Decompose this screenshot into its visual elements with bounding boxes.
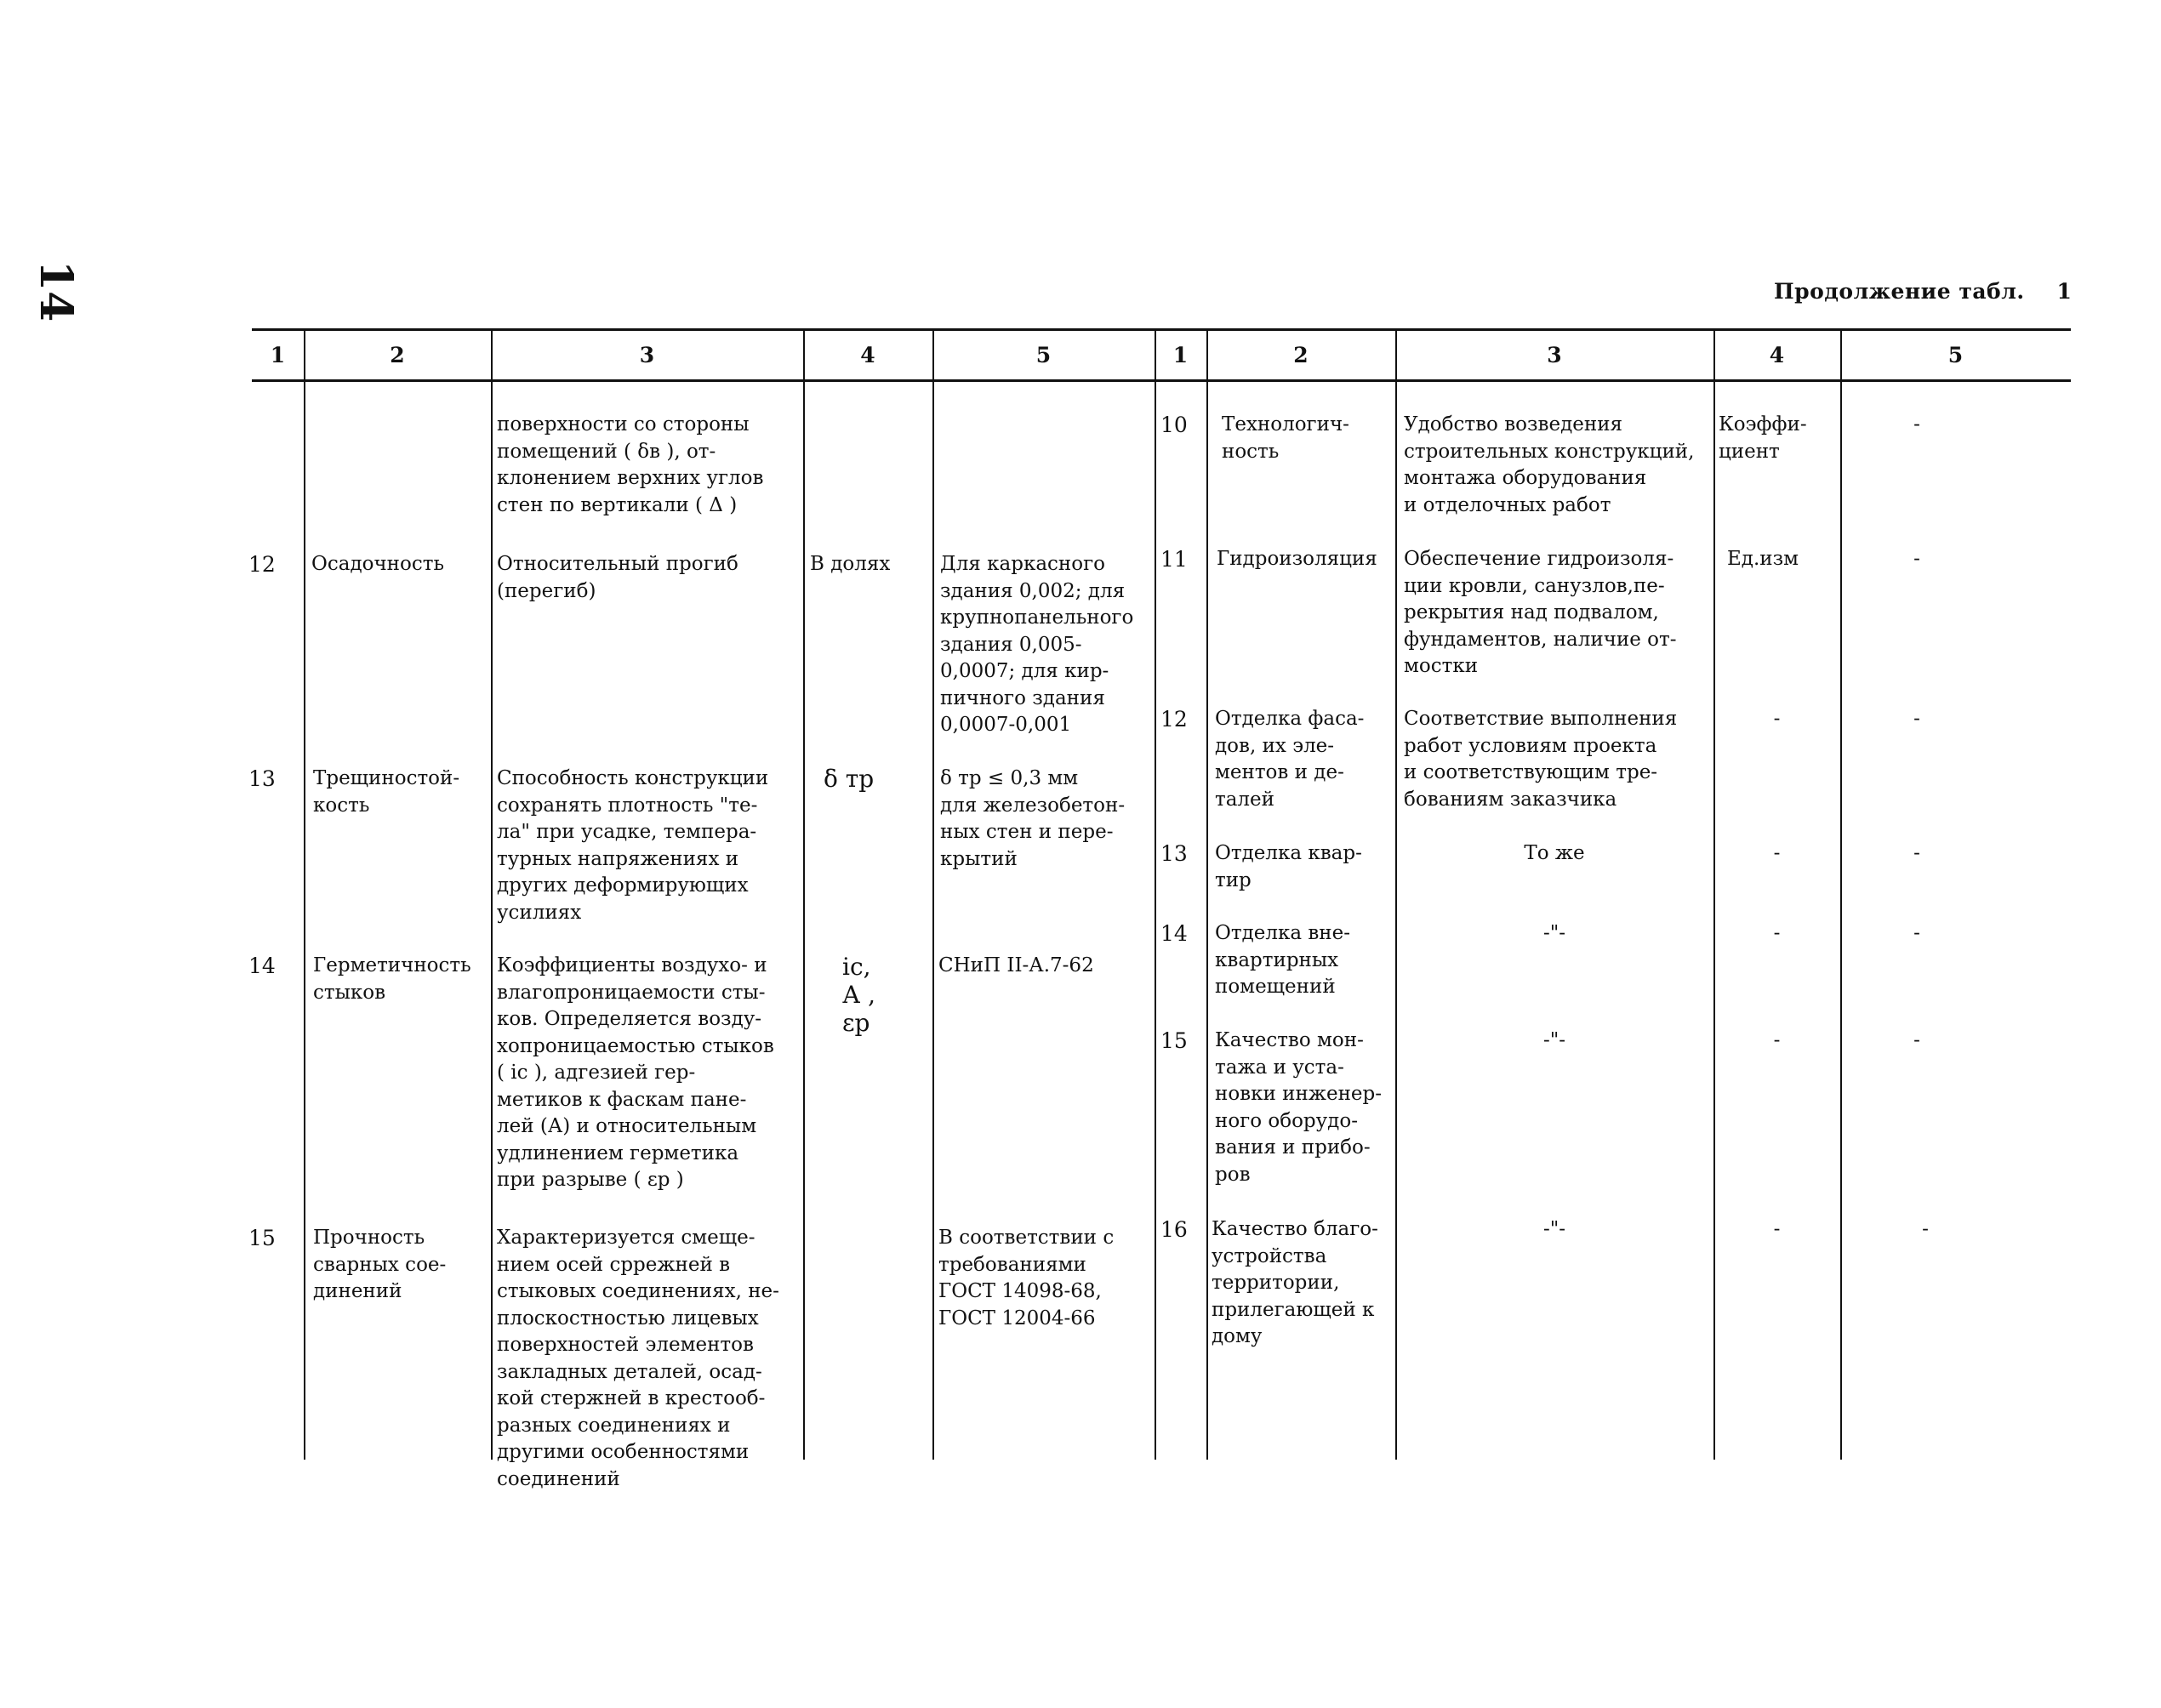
left-row-13-norm: δ тр ≤ 0,3 мм для железобетон- ных стен и пере- крытий	[940, 767, 1126, 870]
col-divider	[1713, 328, 1715, 1460]
left-row-14-name: Герметичность стыков	[313, 954, 471, 1004]
right-row-14-unit: -	[1773, 922, 1781, 944]
right-row-13-value: -	[1913, 842, 1920, 864]
right-row-10-desc: Удобство возведения строительных конструкций, монтажа оборудования и отделочных работ	[1404, 413, 1695, 516]
col-divider	[1206, 328, 1208, 1460]
header-cell: 5	[1947, 343, 1964, 367]
right-row-10-unit: Коэффи- циент	[1719, 413, 1807, 463]
left-row-15-desc: Характеризуется смеще- нием осей сррежней в стыковых соединениях, не- плоскостностью лицевых поверхностей элементов закладных деталей, осад- кой стержней в крестооб- разных соединениях и другими особенностями соединений	[497, 1227, 779, 1490]
left-row-13-unit: δ тр	[824, 765, 875, 793]
right-row-12-name: Отделка фаса- дов, их эле- ментов и де- талей	[1215, 708, 1365, 811]
header-bottom-rule	[252, 379, 2071, 382]
header-cell: 4	[1769, 343, 1785, 367]
left-row-13-number: 13	[248, 766, 276, 791]
right-row-15-name: Качество мон- тажа и уста- новки инженер- ного оборудо- вания и прибо- ров	[1215, 1029, 1383, 1186]
table-caption	[1774, 279, 2072, 304]
left-row-12-number: 12	[248, 552, 276, 577]
right-row-11-desc: Обеспечение гидроизоля- ции кровли, санузлов,пе- рекрытия над подвалом, фундаментов, наличие от- мостки	[1404, 548, 1677, 677]
right-row-14-name: Отделка вне- квартирных помещений	[1215, 922, 1351, 998]
right-row-11-value: -	[1913, 548, 1920, 570]
right-row-10-value: -	[1913, 413, 1920, 436]
right-row-11-unit: Ед.изм	[1727, 548, 1799, 570]
header-cell: 3	[639, 343, 655, 367]
right-row-13-unit: -	[1773, 842, 1781, 864]
right-row-12-value: -	[1913, 708, 1920, 730]
right-row-15-number: 15	[1160, 1028, 1188, 1053]
header-cell: 5	[1035, 343, 1052, 367]
header-cell: 2	[1293, 343, 1309, 367]
left-row-0-desc: поверхности со стороны помещений ( δв ), от- клонением верхних углов стен по вертикали ( Δ )	[497, 413, 764, 516]
right-row-12-number: 12	[1160, 707, 1188, 732]
left-row-12-desc: Относительный прогиб (перегиб)	[497, 553, 738, 602]
left-row-14-desc: Коэффициенты воздухо- и влагопроницаемости сты- ков. Определяется возду- хопроницаемостью стыков ( iс ), адгезией гер- метиков к фаскам пане- лей (А) и относительным удлинением герметика при разрыве ( εр )	[497, 954, 774, 1191]
col-divider	[932, 328, 934, 1460]
right-row-16-number: 16	[1160, 1217, 1188, 1242]
col-divider	[1395, 328, 1397, 1460]
left-row-15-number: 15	[248, 1226, 276, 1250]
left-row-12-unit: В долях	[810, 553, 891, 575]
left-row-12-name: Осадочность	[311, 553, 444, 575]
table-top-rule	[252, 328, 2071, 331]
right-row-11-name: Гидроизоляция	[1217, 548, 1377, 570]
right-row-12-unit: -	[1773, 708, 1781, 730]
left-row-13-desc: Способность конструкции сохранять плотность "те- ла" при усадке, темпера- турных напряжениях и других деформирующих усилиях	[497, 767, 769, 924]
left-row-12-norm: Для каркасного здания 0,002; для крупнопанельного здания 0,005- 0,0007; для кир- пичного здания 0,0007-0,001	[940, 553, 1134, 736]
right-row-14-number: 14	[1160, 921, 1188, 946]
right-row-10-number: 10	[1160, 413, 1188, 437]
right-row-16-name: Качество благо- устройства территории, прилегающей к дому	[1212, 1218, 1378, 1347]
caption-number: 1	[2056, 279, 2073, 304]
col-divider	[304, 328, 305, 1460]
right-row-13-number: 13	[1160, 841, 1188, 866]
right-row-13-desc: То же	[1524, 842, 1585, 864]
right-row-11-number: 11	[1160, 547, 1188, 572]
header-cell: 4	[860, 343, 875, 367]
right-row-14-desc: -"-	[1542, 922, 1566, 944]
right-row-12-desc: Соответствие выполнения работ условиям проекта и соответствующим тре- бованиям заказчика	[1404, 708, 1678, 811]
caption-text: Продолжение табл.	[1774, 279, 2025, 304]
left-row-14-number: 14	[248, 954, 276, 978]
right-row-16-desc: -"-	[1542, 1218, 1566, 1240]
right-row-10-name: Технологич- ность	[1222, 413, 1349, 463]
col-divider	[1840, 328, 1842, 1460]
col-divider	[491, 328, 493, 1460]
right-row-14-value: -	[1913, 922, 1920, 944]
left-row-15-name: Прочность сварных сое- динений	[313, 1227, 447, 1302]
header-cell: 2	[390, 343, 405, 367]
header-cell: 1	[1172, 343, 1189, 367]
left-row-13-name: Трещиностой- кость	[313, 767, 460, 817]
header-cell: 3	[1547, 343, 1562, 367]
right-row-15-desc: -"-	[1542, 1029, 1566, 1051]
left-row-15-norm: В соответствии с требованиями ГОСТ 14098-68, ГОСТ 12004-66	[938, 1227, 1115, 1329]
col-divider	[1155, 328, 1156, 1460]
left-row-14-unit: iс, А , εр	[842, 953, 876, 1037]
right-row-15-value: -	[1913, 1029, 1920, 1051]
right-row-13-name: Отделка квар- тир	[1215, 842, 1362, 891]
right-row-16-unit: -	[1773, 1218, 1781, 1240]
right-row-16-value: -	[1922, 1218, 1929, 1240]
page-number: 14	[30, 260, 82, 322]
col-divider	[803, 328, 805, 1460]
header-cell: 1	[270, 343, 286, 367]
left-row-14-norm: СНиП II-А.7-62	[938, 954, 1094, 976]
right-row-15-unit: -	[1773, 1029, 1781, 1051]
